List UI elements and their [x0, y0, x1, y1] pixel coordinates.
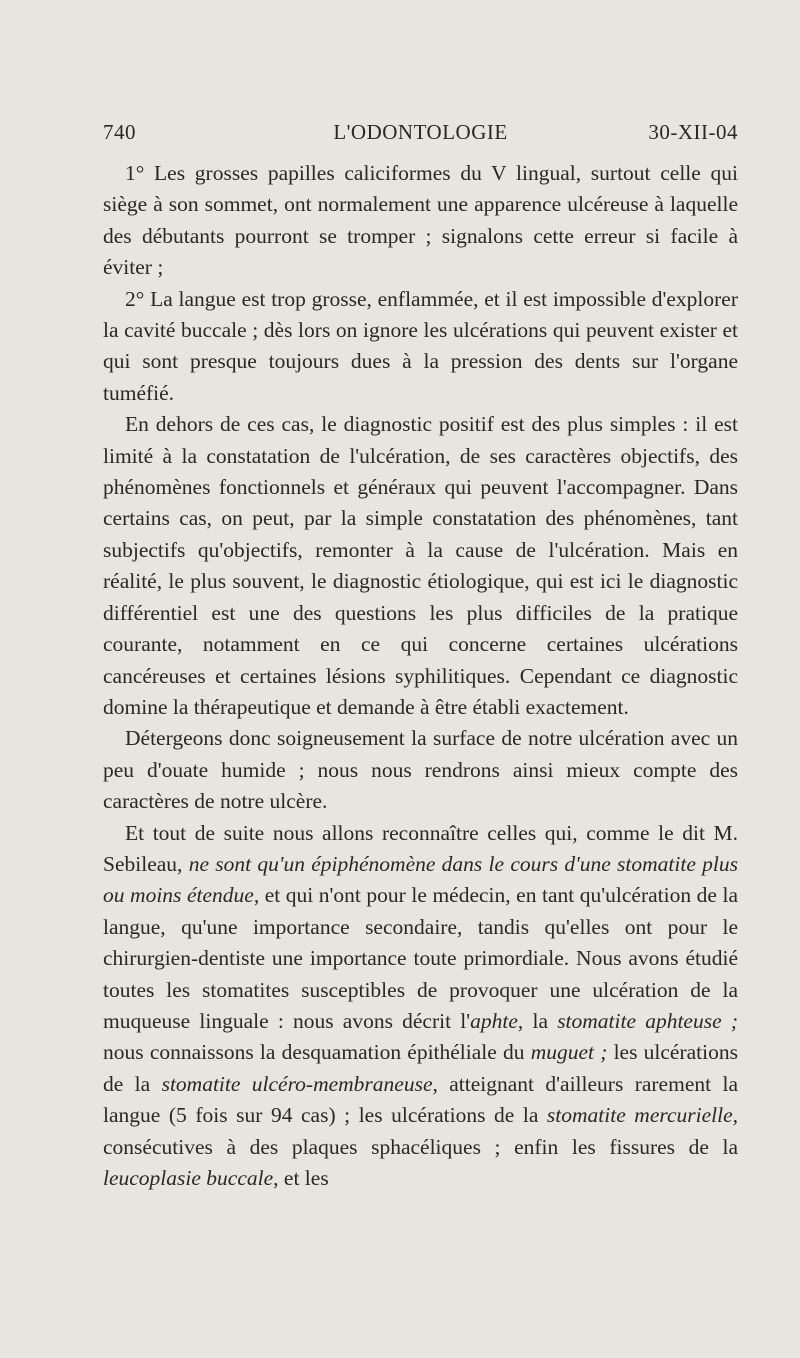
italic-run: stomatite aphteuse ; — [557, 1008, 738, 1033]
text-run: Détergeons donc soigneusement la surface de notre ulcération avec un peu d'ouate humide ; nous nous rendrons ainsi mieux compte des caractères de notre ulcère. — [103, 726, 738, 814]
page-number: 740 — [103, 120, 136, 144]
italic-run: stomatite ulcéro-membraneuse — [161, 1071, 433, 1096]
issue-date: 30-XII-04 — [648, 120, 738, 144]
text-run: les ulcérations de la — [103, 1040, 738, 1096]
italic-run: aphte — [470, 1008, 518, 1033]
paragraph — [103, 723, 738, 817]
running-header — [103, 120, 738, 150]
italic-run: muguet ; — [530, 1040, 608, 1065]
text-run: nous connaissons la desquamation épithéliale du — [103, 1040, 531, 1065]
text-run: , et qui n'ont pour le médecin, en tant qu'ulcération de la langue, qu'une importance secondaire, tandis qu'elles ont pour le chirurgien-dentiste une importance toute primordiale. Nous avons étudié toutes les stomatites susceptibles de provoquer une ulcération de la muqueuse linguale : nous avons décrit l' — [103, 883, 739, 1033]
paragraph — [103, 409, 738, 723]
italic-run: stomatite mercurielle, — [546, 1103, 738, 1128]
italic-run: leucoplasie buccale — [103, 1166, 274, 1190]
paragraph — [103, 284, 738, 410]
text-run: , la — [517, 1008, 558, 1033]
journal-title: L'ODONTOLOGIE — [333, 120, 508, 144]
text-run: , et les — [273, 1166, 329, 1190]
paragraph — [103, 158, 738, 284]
italic-run: ne sont qu'un épiphénomène dans le cours d'une stomatite plus ou moins étendue — [103, 851, 738, 908]
text-run: 2° La langue est trop grosse, enflammée, et il est impossible d'explorer la cavité buccale ; dès lors on ignore les ulcérations qui peuvent exister et qui sont presque toujours dues à la pression des dents sur l'organe tuméfié. — [103, 286, 738, 405]
text-run: consécutives à des plaques sphacéliques ; enfin les fissures de la — [103, 1134, 738, 1159]
text-run: Et tout de suite nous allons reconnaître celles qui, comme le dit M. Sebileau, — [103, 820, 738, 876]
text-run: 1° Les grosses papilles caliciformes du V lingual, surtout celle qui siège à son sommet, ont normalement une apparence ulcéreuse à laquelle des débutants pourront se tromper ; signalons cette erreur si facile à éviter ; — [103, 161, 738, 280]
text-run: En dehors de ces cas, le diagnostic positif est des plus simples : il est limité à la constatation de l'ulcération, de ses caractères objectifs, des phénomènes fonctionnels et généraux qui peuvent l'accompagner. Dans certains cas, on peut, par la simple constatation des phénomènes, tant subjectifs qu'objectifs, remonter à la cause de l'ulcération. Mais en réalité, le plus souvent, le diagnostic étiologique, qui est ici le diagnostic différentiel est une des questions les plus difficiles de la pratique courante, notamment en ce qui concerne certaines ulcérations cancéreuses et certaines lésions syphilitiques. Cependant ce diagnostic domine la thérapeutique et demande à être établi exactement. — [103, 412, 738, 719]
body-text — [103, 158, 738, 1194]
text-run: , atteignant d'ailleurs rarement la langue (5 fois sur 94 cas) ; les ulcérations de la — [103, 1071, 738, 1128]
paragraph — [103, 818, 738, 1195]
